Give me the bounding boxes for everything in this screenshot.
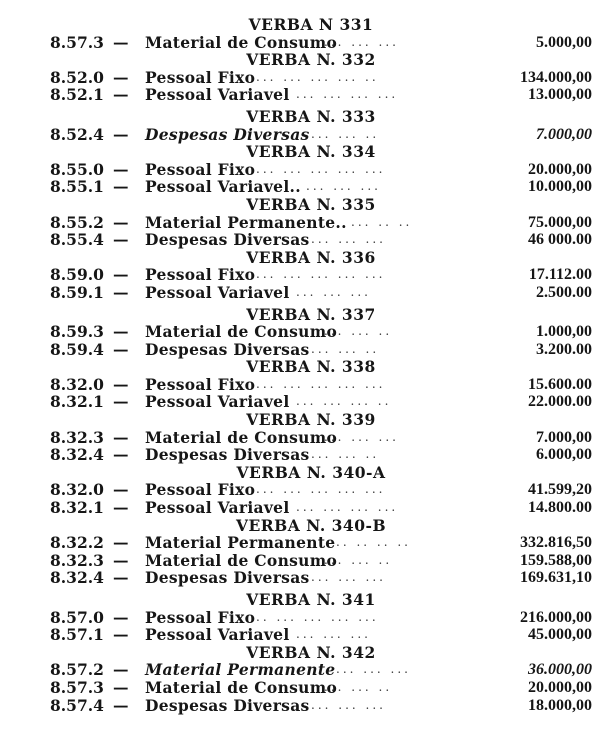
verba-header: VERBA N. 336 (246, 247, 376, 267)
line-amount: 6.000,00 (536, 446, 592, 464)
verba-header: VERBA N 331 (248, 15, 374, 34)
line-amount: 14.800.00 (528, 499, 592, 517)
line-dash: — (113, 480, 129, 500)
line-dots: ... ... .. (311, 447, 380, 462)
line-desc: Material Permanente (145, 533, 336, 553)
line-dots: ... ... ... (311, 232, 386, 247)
line-dash: — (113, 159, 129, 179)
line-dash: — (113, 32, 129, 52)
budget-line (0, 569, 600, 587)
line-dash: — (113, 374, 129, 394)
line-dash: — (113, 67, 129, 87)
budget-line (0, 376, 600, 394)
line-amount: 332.816,50 (520, 534, 592, 552)
line-dash: — (113, 607, 129, 627)
line-dots: ... ... ... ... (296, 87, 399, 102)
line-dots: ... ... ... (324, 429, 399, 444)
line-dots: ... ... ... (324, 34, 399, 49)
line-desc: Material Permanente (145, 660, 336, 680)
line-dash: — (113, 550, 129, 570)
line-amount: 20.000,00 (528, 678, 592, 696)
budget-line (0, 481, 600, 499)
line-amount: 18.000,00 (528, 696, 592, 714)
line-dots: ... ... ... .. (296, 394, 392, 409)
line-dots: ... ... ... (336, 662, 411, 677)
verba-header: VERBA N. 335 (246, 194, 376, 214)
budget-line (0, 266, 600, 284)
line-dash: — (113, 177, 129, 197)
line-dash: — (113, 625, 129, 645)
budget-line (0, 609, 600, 627)
verba-header: VERBA N. 337 (246, 304, 376, 324)
line-dots: ... ... .. (324, 679, 393, 694)
verba-header: VERBA N. 341 (246, 590, 376, 609)
line-dots: ... ... ... ... ... (256, 376, 386, 391)
budget-line (0, 446, 600, 464)
line-desc: Pessoal Fixo (145, 480, 256, 500)
budget-line (0, 86, 600, 104)
verba-header: VERBA N. 339 (246, 410, 376, 430)
budget-line (0, 341, 600, 359)
line-amount: 5.000,00 (536, 33, 592, 51)
line-dash: — (113, 124, 129, 144)
line-amount: 169.631,10 (520, 569, 592, 587)
line-dots: ... ... ... (311, 570, 386, 585)
line-dots: ... ... .. (324, 324, 393, 339)
line-dash: — (113, 660, 129, 680)
verba-header: VERBA N. 333 (246, 106, 376, 126)
line-code: 8.55.2 (50, 212, 104, 232)
line-code: 8.57.0 (50, 607, 104, 627)
line-code: 8.32.1 (50, 498, 104, 518)
line-code: 8.57.3 (50, 677, 104, 697)
line-dots: .. ... ... ... ... (256, 609, 379, 624)
line-dash: — (113, 339, 129, 359)
line-amount: 159.588,00 (520, 551, 592, 569)
line-desc: Pessoal Variavel (145, 392, 290, 412)
line-code: 8.32.4 (50, 445, 104, 465)
line-code: 8.32.0 (50, 480, 104, 500)
line-code: 8.57.4 (50, 695, 104, 715)
line-code: 8.59.4 (50, 339, 104, 359)
line-code: 8.57.1 (50, 625, 104, 645)
line-code: 8.32.2 (50, 533, 104, 553)
line-dots: ... ... ... ... (296, 500, 399, 515)
verba-header: VERBA N. 332 (246, 50, 376, 70)
line-dash: — (113, 677, 129, 697)
budget-line (0, 231, 600, 249)
budget-line (0, 34, 600, 52)
line-dots: ... .. .. (351, 214, 413, 229)
budget-line (0, 679, 600, 697)
line-code: 8.57.3 (50, 32, 104, 52)
line-dash: — (113, 322, 129, 342)
line-desc: Material Permanente.. (145, 212, 347, 232)
verba-header: VERBA N. 340-B (235, 515, 387, 535)
line-desc: Pessoal Variavel (145, 282, 290, 302)
line-code: 8.55.4 (50, 230, 104, 250)
line-dots: .. .. .. .. (336, 535, 411, 550)
line-code: 8.52.0 (50, 67, 104, 87)
line-dots: ... ... ... (306, 179, 381, 194)
line-dash: — (113, 230, 129, 250)
line-dash: — (113, 85, 129, 105)
line-code: 8.32.4 (50, 568, 104, 588)
line-code: 8.32.1 (50, 392, 104, 412)
line-desc: Pessoal Fixo (145, 265, 256, 285)
line-desc: Despesas Diversas (145, 695, 310, 715)
line-dots: ... ... ... (296, 627, 371, 642)
line-amount: 10.000,00 (528, 178, 592, 196)
line-dash: — (113, 695, 129, 715)
verba-header: VERBA N. 340-A (236, 462, 386, 482)
line-amount: 45.000,00 (528, 626, 592, 644)
line-amount: 1.000,00 (536, 323, 592, 341)
line-amount: 46 000.00 (528, 231, 592, 249)
line-dash: — (113, 568, 129, 588)
budget-line (0, 178, 600, 196)
line-dash: — (113, 498, 129, 518)
budget-line (0, 126, 600, 144)
line-amount: 15.600.00 (528, 375, 592, 393)
line-desc: Pessoal Fixo (145, 67, 256, 87)
budget-line (0, 697, 600, 715)
line-desc: Material de Consumo (145, 550, 338, 570)
verba-header: VERBA N. 342 (246, 642, 376, 662)
line-desc: Pessoal Variavel (145, 85, 290, 105)
line-dash: — (113, 392, 129, 412)
budget-line (0, 534, 600, 552)
line-dots: ... ... ... (311, 697, 386, 712)
budget-line (0, 626, 600, 644)
line-amount: 2.500.00 (536, 283, 592, 301)
line-amount: 20.000,00 (528, 160, 592, 178)
line-dots: ... ... ... ... ... (256, 161, 386, 176)
line-desc: Pessoal Fixo (145, 374, 256, 394)
line-desc: Material de Consumo (145, 677, 338, 697)
budget-line (0, 429, 600, 447)
verba-header: VERBA N. 338 (246, 357, 376, 377)
line-desc: Despesas Diversas (145, 445, 310, 465)
line-amount: 17.112.00 (528, 266, 592, 284)
line-dots: ... ... .. (324, 552, 393, 567)
line-dots: ... ... .. (311, 341, 380, 356)
line-amount: 216.000,00 (520, 608, 592, 626)
line-desc: Pessoal Variavel (145, 498, 290, 518)
line-desc: Material de Consumo (145, 32, 338, 52)
line-code: 8.55.0 (50, 159, 104, 179)
budget-line (0, 284, 600, 302)
line-dash: — (113, 427, 129, 447)
line-desc: Despesas Diversas (145, 339, 310, 359)
budget-line (0, 161, 600, 179)
line-code: 8.32.3 (50, 550, 104, 570)
line-desc: Pessoal Variavel (145, 625, 290, 645)
budget-line (0, 661, 600, 679)
line-code: 8.32.3 (50, 427, 104, 447)
line-amount: 3.200.00 (536, 340, 592, 358)
line-desc: Despesas Diversas (145, 230, 310, 250)
line-code: 8.52.4 (50, 124, 104, 144)
line-amount: 36.000,00 (528, 661, 592, 679)
verba-header: VERBA N. 334 (246, 142, 376, 162)
budget-line (0, 69, 600, 87)
line-amount: 22.000.00 (528, 393, 592, 411)
line-amount: 13.000,00 (528, 86, 592, 104)
budget-line (0, 552, 600, 570)
line-dots: ... ... .. (311, 126, 380, 141)
line-code: 8.32.0 (50, 374, 104, 394)
line-desc: Material de Consumo (145, 322, 338, 342)
line-amount: 75.000,00 (528, 213, 592, 231)
budget-line (0, 499, 600, 517)
budget-line (0, 214, 600, 232)
budget-line (0, 323, 600, 341)
line-dash: — (113, 282, 129, 302)
line-amount: 41.599,20 (528, 481, 592, 499)
line-dots: ... ... ... ... ... (256, 267, 386, 282)
line-code: 8.59.1 (50, 282, 104, 302)
line-amount: 134.000,00 (520, 68, 592, 86)
line-code: 8.59.0 (50, 265, 104, 285)
budget-document (0, 16, 600, 714)
line-amount: 7.000,00 (536, 428, 592, 446)
line-desc: Despesas Diversas (145, 568, 310, 588)
line-code: 8.55.1 (50, 177, 104, 197)
line-desc: Pessoal Fixo (145, 159, 256, 179)
line-dash: — (113, 533, 129, 553)
line-code: 8.52.1 (50, 85, 104, 105)
line-dots: ... ... ... ... .. (256, 69, 379, 84)
line-desc: Pessoal Variavel.. (145, 177, 301, 197)
line-dots: ... ... ... (296, 284, 371, 299)
line-dots: ... ... ... ... ... (256, 482, 386, 497)
line-desc: Pessoal Fixo (145, 607, 256, 627)
line-desc: Despesas Diversas (145, 124, 310, 144)
line-code: 8.57.2 (50, 660, 104, 680)
line-dash: — (113, 265, 129, 285)
line-amount: 7.000,00 (536, 125, 592, 143)
line-dash: — (113, 445, 129, 465)
line-dash: — (113, 212, 129, 232)
line-code: 8.59.3 (50, 322, 104, 342)
line-desc: Material de Consumo (145, 427, 338, 447)
budget-line (0, 393, 600, 411)
